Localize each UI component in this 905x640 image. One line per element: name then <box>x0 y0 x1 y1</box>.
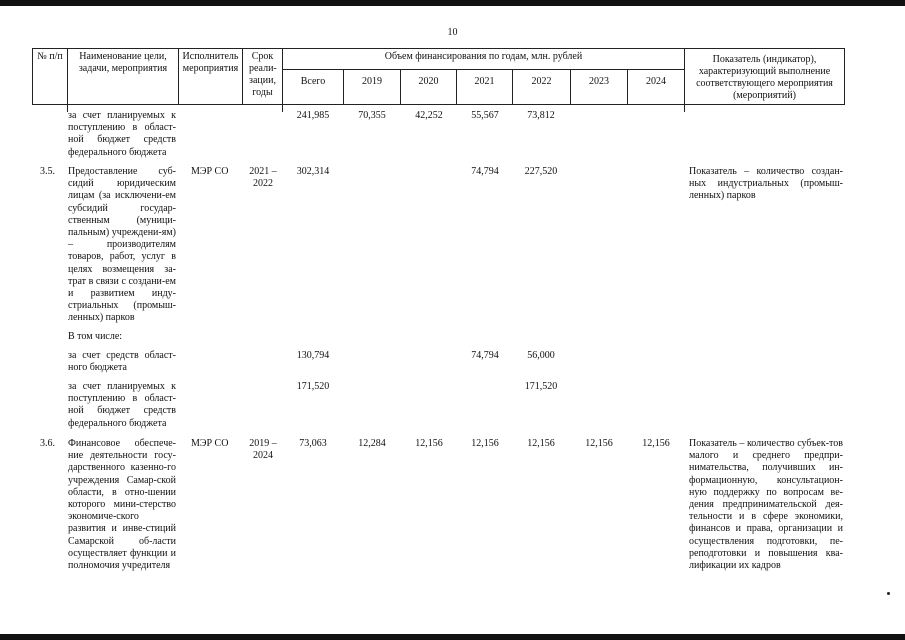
header-num: № п/п <box>32 48 68 105</box>
header-executor: Исполнитель мероприятия <box>178 48 243 105</box>
header-name: Наименование цели, задачи, мероприятия <box>67 48 179 105</box>
top-border <box>0 0 905 6</box>
scan-speck <box>887 592 890 595</box>
row-2020: 42,252 <box>415 110 443 121</box>
row-total: 241,985 <box>296 110 330 121</box>
row-num: 3.6. <box>40 438 55 449</box>
row-2022: 56,000 <box>527 350 555 361</box>
row-2022: 73,812 <box>527 110 555 121</box>
row-2022: 171,520 <box>524 381 558 392</box>
header-year: 2019 <box>343 69 401 105</box>
header-funding-title: Объем финансирования по годам, млн. рублей <box>282 48 685 70</box>
row-num: 3.5. <box>40 166 55 177</box>
row-term: 2019 – 2024 <box>249 438 277 462</box>
row-2019: 12,284 <box>358 438 386 449</box>
header-indicator: Показатель (индикатор), характеризующий выполнение соответствующего мероприятия (мероприятий) <box>684 48 845 105</box>
row-name: Финансовое обеспече-ние деятельности госу-дарственного казенно-го учреждения Самар-ской области, в отно-шении которого мини-стерство экономиче-ского развития и инве-стиций Самарской об-ласти осуществляет функции и полномочия учредителя <box>68 438 176 572</box>
row-2022: 227,520 <box>524 166 558 177</box>
row-name: В том числе: <box>68 331 123 342</box>
row-2024: 12,156 <box>642 438 670 449</box>
row-name: за счет планируемых к поступлению в област-ной бюджет средств федерального бюджета <box>68 381 176 429</box>
header-total: Всего <box>282 69 344 105</box>
row-2021: 74,794 <box>471 166 499 177</box>
page-number: 10 <box>447 27 458 38</box>
row-2021: 74,794 <box>471 350 499 361</box>
row-2019: 70,355 <box>358 110 386 121</box>
header-term: Срок реали-зации, годы <box>242 48 283 105</box>
row-name: Предоставление суб-сидий юридическим лицам (за исключени-ем субсидий государ-ственным (муници-пальным) учреждени-ям) – производителям товаров, работ, услуг в целях возмещения за-трат в связи с создани-ем и развитием инду-стриальных (промыш-ленных) парков <box>68 166 176 324</box>
row-term: 2021 – 2022 <box>249 166 277 190</box>
header-year: 2023 <box>570 69 628 105</box>
header-year: 2020 <box>400 69 457 105</box>
row-2021: 12,156 <box>471 438 499 449</box>
row-2022: 12,156 <box>527 438 555 449</box>
bottom-border <box>0 634 905 640</box>
row-total: 302,314 <box>296 166 330 177</box>
header-year: 2021 <box>456 69 513 105</box>
row-indicator: Показатель – количество субъек-тов малого и среднего предпри-нимательства, получивших ин-формационную, консультацион-ную поддержку по вопросам ве-дения предпринимательской дея-тельности и в сфере экономики, финансов и права, организации и осуществления подготовки, пе-реподготовки и повышения ква-лификации их кадров <box>689 438 843 572</box>
row-total: 73,063 <box>299 438 327 449</box>
row-executor: МЭР СО <box>191 438 229 449</box>
row-2023: 12,156 <box>585 438 613 449</box>
column-divider <box>684 104 685 112</box>
row-2020: 12,156 <box>415 438 443 449</box>
row-executor: МЭР СО <box>191 166 229 177</box>
row-total: 130,794 <box>296 350 330 361</box>
row-name: за счет средств област-ного бюджета <box>68 350 176 374</box>
header-year: 2024 <box>627 69 685 105</box>
header-year: 2022 <box>512 69 571 105</box>
row-2021: 55,567 <box>471 110 499 121</box>
row-name: за счет планируемых к поступлению в област-ной бюджет средств федерального бюджета <box>68 110 176 158</box>
row-indicator: Показатель – количество создан-ных индустриальных (промыш-ленных) парков <box>689 166 843 202</box>
row-total: 171,520 <box>296 381 330 392</box>
column-divider <box>282 104 283 112</box>
